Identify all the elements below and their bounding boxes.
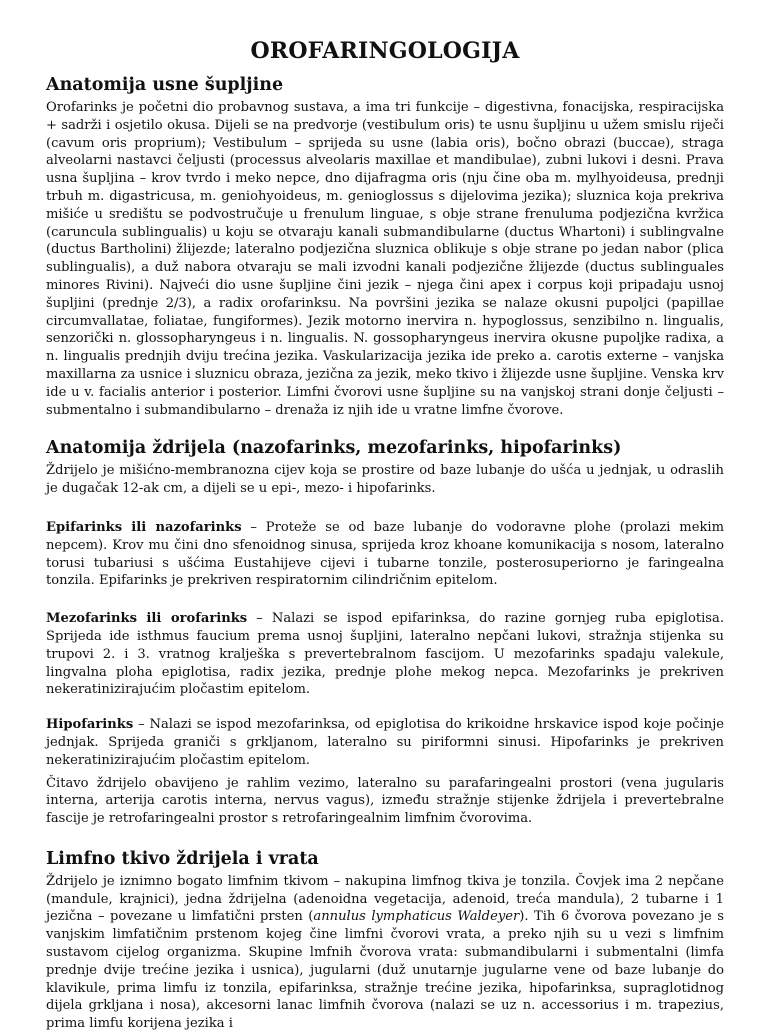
text-lymphatic-part1: Ždrijelo je iznimno bogato limfnim tkivom – nakupina limfnog tkiva je tonzila. Čovjek ima 2 nepčane (mandule, krajnici), jedna ždrijelna (adenoidna vegetacija, adenoid, treća mandula), 2 tubarne i 1 jezična – povezane u limfatični prsten (: [46, 873, 724, 925]
term-epipharynx: Epifarinks ili nazofarinks: [46, 519, 242, 535]
text-lymphatic-part2: ). Tih 6 čvorova povezano je s vanjskim limfatičnim prstenom kojeg čine limfni čvorovi vrata, a preko njih su u vezi s limfnim sustavom cijelog organizma. Skupine lmfnih čvorova vrata: submandibularni i submentalni (limfa prednje dvije trećine jezika i usnica), jugularni (duž unutarnje jugularne vene od baze lubanje do klavikule, prima limfu iz tonzila, epifarinksa, stražnje trećine jezika, hipofarinksa, supraglotidnog dijela grkljana i nosa), akcesorni lanac limfnih čvorova (nalazi se uz n. accessorius i m. trapezius, prima limfu korijena jezika i: [46, 909, 724, 1032]
term-hypopharynx: Hipofarinks: [46, 717, 134, 733]
paragraph-lymphatic: [46, 873, 724, 1033]
text-epipharynx: – Proteže se od baze lubanje do vodoravne plohe (prolazi mekim nepcem). Krov mu čini dno sfenoidnog sinusa, sprijeda kroz khoane komunikacija s nosom, lateralno torusi tubariusi s ušćima Eustahijeve cijevi i tubarne tonzile, posterosuperiorno je faringealna tonzila. Epifarinks je prekriven respiratornim cilindričnim epitelom.: [46, 519, 724, 589]
section-heading-oral-cavity: Anatomija usne šupljine: [46, 75, 284, 95]
paragraph-oral-cavity: Orofarinks je početni dio probavnog sustava, a ima tri funkcije – digestivna, fonacijska, respiracijska + sadrži i osjetilo okusa. Dijeli se na predvorje (vestibulum oris) te usnu šupljinu u užem smislu riječi (cavum oris proprium); Vestibulum – sprijeda su usne (labia oris), bočno obrazi (buccae), straga alveolarni nastavci čeljusti (processus alveolaris maxillae et mandibulae), zubni lukovi i desni. Prava usna šupljina – krov tvrdo i meko nepce, dno dijafragma oris (nju čine oba m. mylhyoideusa, prednji trbuh m. digastricusa, m. geniohyoideus, m. genioglossus s dijelovima jezika); sluznica koja prekriva mišiće u središtu se podvostručuje u frenulum linguae, s obje strane frenuluma podjezična kvržica (caruncula sublingualis) u koju se otvaraju kanali submandibularne (ductus Whartoni) i sublingvalne (ductus Bartholini) žlijezde; lateralno podjezična sluznica oblikuje s obje strane po jedan nabor (plica sublingualis), a duž nabora otvaraju se mali izvodni kanali podjezične žlijezde (ductus sublinguales minores Rivini). Najveći dio usne šupljine čini jezik – njega čini apex i corpus koji pripadaju usnoj šupljini (prednje 2/3), a radix orofarinksu. Na površini jezika se nalaze okusni pupoljci (papillae circumvallatae, foliatae, fungiformes). Jezik motorno inervira n. hypoglossus, senzibilno n. lingualis, senzorički n. glossopharyngeus i n. lingualis. N. gossopharyngeus inervira okusne pupoljke radixa, a n. lingualis prednjih dviju trećina jezika. Vaskularizacija jezika ide preko a. carotis externe – vanjska maxillarna za usnice i sluznicu obraza, jezična za jezik, meko tkivo i žlijezde usne šupljine. Venska krv ide u v. facialis anterior i posterior. Limfni čvorovi usne šupljine su na vanjskoj strani donje čeljusti – submentalno i submandibularno – drenaža iz njih ide u vratne limfne čvorove.: [46, 100, 724, 418]
paragraph-epipharynx: [46, 519, 724, 590]
text-lymphatic-italic: annulus lymphaticus Waldeyer: [313, 909, 520, 925]
paragraph-pharynx-intro: Ždrijelo je mišićno-membranozna cijev koja se prostire od baze lubanje do ušća u jednjak, u odraslih je dugačak 12-ak cm, a dijeli se u epi-, mezo- i hipofarinks.: [46, 463, 724, 497]
text-mesopharynx: – Nalazi se ispod epifarinksa, do razine gornjeg ruba epiglotisa. Sprijeda ide isthmus faucium prema usnoj šupljini, lateralno nepčani lukovi, stražnja stijenka su trupovi 2. i 3. vratnog kralješka s prevertebralnom fascijom. U mezofarinks spadaju valekule, lingvalna ploha epiglotisa, radix jezika, prednje plohe mekog nepca. Mezofarinks je prekriven nekeratinizirajućim pločastim epitelom.: [46, 611, 724, 698]
paragraph-mesopharynx: [46, 610, 724, 699]
document-title: OROFARINGOLOGIJA: [250, 38, 520, 64]
text-hypopharynx: – Nalazi se ispod mezofarinksa, od epiglotisa do krikoidne hrskavice ispod koje počinje jednjak. Sprijeda graniči s grkljanom, lateralno su piriformni sinusi. Hipofarinks je prekriven nekeratinizirajućim pločastim epitelom.: [46, 717, 724, 768]
document-page: [46, 38, 724, 1033]
section-heading-lymphatic: Limfno tkivo ždrijela i vrata: [46, 848, 319, 869]
term-mesopharynx: Mezofarinks ili orofarinks: [46, 611, 248, 627]
paragraph-hypopharynx: [46, 716, 724, 769]
section-heading-pharynx: Anatomija ždrijela (nazofarinks, mezofarinks, hipofarinks): [46, 438, 622, 459]
paragraph-pharynx-closing: Čitavo ždrijelo obavijeno je rahlim vezimo, lateralno su parafaringealni prostori (vena jugularis interna, arterija carotis interna, nervus vagus), između stražnje stijenke ždrijela i prevertebralne fascije je retrofaringealni prostor s retrofaringealnim limfnim čvorovima.: [46, 775, 724, 827]
